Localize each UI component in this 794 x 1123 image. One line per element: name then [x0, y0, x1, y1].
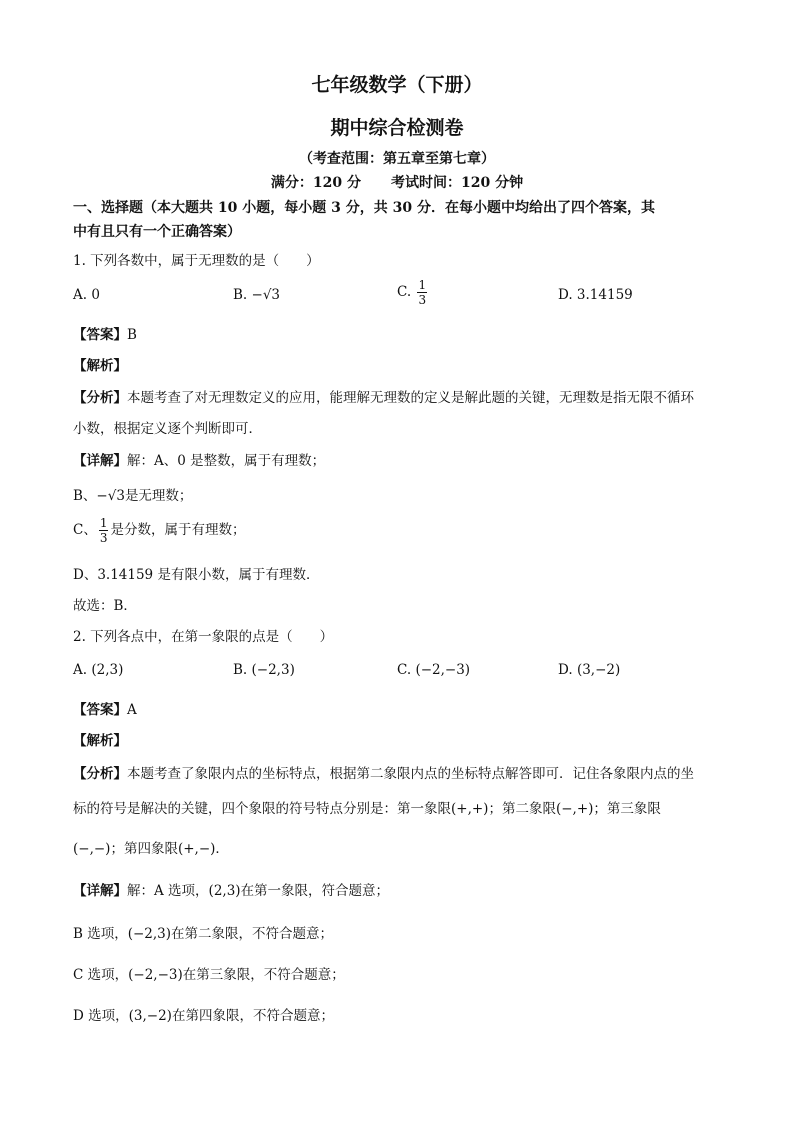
q1-option-c-numerator: 1 [418, 278, 427, 292]
q1-detail3-suffix: 是分数，属于有理数； [110, 522, 246, 538]
q2-detail2-prefix: B 选项， [73, 926, 128, 942]
q2-answer-value: A [127, 702, 137, 718]
q2-analysis-text1: 本题考查了象限内点的坐标特点，根据第二象限内点的坐标特点解答即可．记住各象限内点的坐 [127, 766, 694, 782]
q1-detail-tag: 【详解】 [73, 453, 127, 469]
q2-detail-line4 [73, 1004, 334, 1024]
q1-option-c-label: C. [397, 284, 412, 300]
q1-detail-line3 [73, 516, 245, 545]
q1-option-b [233, 287, 280, 303]
q2-detail1-suffix: 在第一象限，符合题意； [240, 883, 390, 899]
exam-scope: （考查范围：第五章至第七章） [299, 151, 495, 167]
q1-analysis-text1: 本题考查了对无理数定义的应用，能理解无理数的定义是解此题的关键，无理数是指无限不循环 [127, 390, 694, 406]
q2-option-c-value: (−2,−3) [415, 662, 471, 678]
q2-analysis-line3: (−,−)；第四象限(+,−)． [73, 841, 229, 857]
q1-option-b-expr: −√3 [251, 287, 281, 303]
q2-detail-line3 [73, 963, 345, 983]
q1-jiexi-tag: 【解析】 [73, 358, 127, 374]
q1-detail3-numerator: 1 [99, 516, 108, 530]
q1-detail3-denominator: 3 [99, 531, 108, 545]
q2-option-d [558, 662, 620, 678]
full-score: 满分：120 分 [270, 175, 361, 191]
q1-option-d: D. 3.14159 [558, 287, 633, 303]
q2-option-d-label: D. [558, 662, 573, 678]
page-title: 七年级数学（下册） [311, 74, 483, 96]
q2-option-c-label: C. [397, 662, 412, 678]
q1-detail2-suffix: 是无理数； [124, 488, 193, 504]
q2-option-b-label: B. [233, 662, 248, 678]
section-heading-line1: 一、选择题（本大题共 10 小题，每小题 3 分，共 30 分．在每小题中均给出了四个答案，其 [73, 200, 655, 216]
exam-time: 考试时间：120 分钟 [391, 175, 524, 191]
q1-detail-line1 [73, 449, 325, 469]
q1-answer-tag: 【答案】 [73, 327, 127, 343]
exam-info [0, 172, 794, 192]
q2-analysis-line1 [73, 762, 694, 782]
q1-detail3-prefix: C、 [73, 522, 97, 538]
q1-stem: 1. 下列各数中，属于无理数的是（ ） [73, 253, 320, 269]
q2-detail4-suffix: 在第四象限，不符合题意； [171, 1008, 334, 1024]
q1-option-c [397, 278, 429, 307]
q2-detail2-value: (−2,3) [127, 926, 172, 942]
q1-detail2-prefix: B、 [73, 488, 97, 504]
q1-answer-value: B [127, 327, 137, 343]
q2-detail-tag: 【详解】 [73, 883, 127, 899]
page-subtitle: 期中综合检测卷 [330, 117, 464, 139]
q2-analysis-line2: 标的符号是解决的关键，四个象限的符号特点分别是：第一象限(+,+)；第二象限(−,+)；第三象限 [73, 801, 661, 817]
q2-detail4-prefix: D 选项， [73, 1008, 129, 1024]
q2-detail-line2 [73, 922, 333, 942]
q1-option-c-denominator: 3 [418, 293, 427, 307]
q2-analysis-tag: 【分析】 [73, 766, 127, 782]
q2-jiexi-tag: 【解析】 [73, 733, 127, 749]
q2-detail3-suffix: 在第三象限，不符合题意； [182, 967, 345, 983]
q2-option-a [73, 662, 123, 678]
q1-detail2-expr: −√3 [96, 488, 125, 504]
q2-answer [73, 698, 137, 718]
q2-option-c [397, 662, 470, 678]
q1-detail-text1: 解：A、0 是整数，属于有理数； [127, 453, 326, 469]
q1-conclusion: 故选：B． [73, 598, 137, 614]
q1-detail-line2 [73, 484, 192, 504]
q1-detail3-fraction [99, 516, 109, 545]
q1-analysis-tag: 【分析】 [73, 390, 127, 406]
q2-detail3-value: (−2,−3) [128, 967, 183, 983]
q2-option-a-value: (2,3) [91, 662, 124, 678]
q1-option-b-label: B. [233, 287, 248, 303]
section-heading [73, 196, 723, 244]
section-heading-line2: 中有且只有一个正确答案） [73, 224, 241, 240]
q2-option-d-value: (3,−2) [576, 662, 621, 678]
q2-detail3-prefix: C 选项， [73, 967, 129, 983]
q2-detail2-suffix: 在第二象限，不符合题意； [171, 926, 334, 942]
q1-analysis-line2: 小数，根据定义逐个判断即可． [73, 421, 262, 437]
q2-option-b-value: (−2,3) [251, 662, 295, 678]
q2-answer-tag: 【答案】 [73, 702, 127, 718]
q2-detail1-prefix: 解：A 选项， [127, 883, 209, 899]
q2-option-a-label: A. [73, 662, 88, 678]
q2-option-b [233, 662, 295, 678]
q2-stem: 2. 下列各点中，在第一象限的点是（ ） [73, 629, 334, 645]
q1-option-c-fraction [417, 278, 427, 307]
q1-answer [73, 323, 137, 343]
q2-detail4-value: (3,−2) [128, 1008, 172, 1024]
q2-detail-line1 [73, 879, 389, 899]
q2-detail1-value: (2,3) [208, 883, 241, 899]
q1-option-a: A. 0 [73, 287, 100, 303]
q1-analysis-line1 [73, 386, 694, 406]
q1-detail-line4: D、3.14159 是有限小数，属于有理数． [73, 567, 320, 583]
